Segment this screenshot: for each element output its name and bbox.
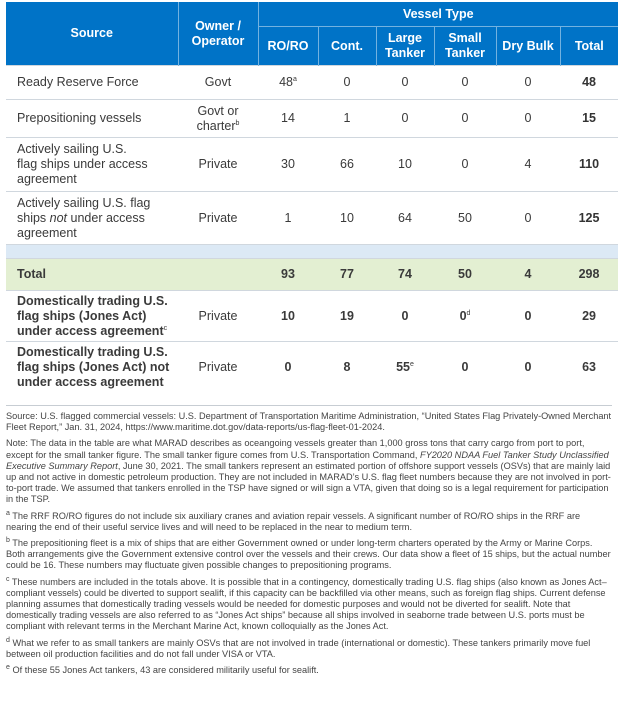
cell-total: 29	[560, 291, 618, 342]
cell-large-tanker: 64	[376, 192, 434, 245]
table-row	[6, 66, 618, 100]
cell-roro: 30	[258, 138, 318, 192]
header-vessel-type: Vessel Type	[258, 2, 618, 27]
footnote-mark: e	[410, 361, 414, 369]
cell-large-tanker: 55e	[376, 342, 434, 394]
cell-cont: 1	[318, 100, 376, 138]
cell-dry-bulk: 0	[496, 342, 560, 394]
source-note: Source: U.S. flagged commercial vessels: U.S. Department of Transportation Maritime Administration, “United States Flag Privately-Owned Merchant Fleet Report,” Jan. 31, 2024, https://www.maritime.dot.gov/data-reports/us-flag-fleet-01-2024.	[6, 405, 612, 433]
footnote-a: $^a$ The RRF RO/RO figures do not include six auxiliary cranes and aviation repair vessels. A significant number of RO/RO ships in the RRF are nearing the end of their useful service lives and will need to be replaced in the near to medium term.	[6, 509, 581, 532]
row-source: Domestically trading U.S. flag ships (Jones Act) under access agreement$^c$	[6, 291, 178, 342]
header-col-roro: RO/RO	[258, 27, 318, 66]
row-owner: Govt	[178, 66, 258, 100]
cell-dry-bulk: 4	[496, 138, 560, 192]
footnote-b: $^b$ The prepositioning fleet is a mix of ships that are either Government owned or under long-term charters operated by the Army or Marine Corps. Both arrangements give the Government extensive control over the vessels and their crews. Our data show a fleet of 15 ships, but the actual number could be 16. These numbers may fluctuate given possible changes to prepositioning programs.	[6, 536, 611, 571]
footnote-mark: d	[466, 309, 471, 317]
footnote-d: $^d$ What we refer to as small tankers are mainly OSVs that are not involved in trade (international or domestic). These tankers primarily move fuel between oil production facilities and do not fall under VISA or VTA.	[6, 636, 591, 659]
cell-cont: 77	[318, 259, 376, 291]
cell-dry-bulk: 4	[496, 259, 560, 291]
cell-total: 48	[560, 66, 618, 100]
header-col-dry-bulk: Dry Bulk	[496, 27, 560, 66]
header-owner-operator: Owner / Operator	[178, 2, 258, 66]
cell-large-tanker: 74	[376, 259, 434, 291]
table-row	[6, 342, 618, 394]
general-note: Note: The data in the table are what MARAD describes as oceangoing vessels greater than 1,000 gross tons that carry cargo from port to port, except for the small tanker figure. The small tanker figure comes from U.S. Transportation Command, FY2020 NDAA Fuel Tanker Study Unclassified Executive Summary Report, June 30, 2021. The small tankers represent an estimated portion of offshore support vessels (OSVs) that are mainly laid up and not active in domestic petroleum production. They are not included in MARAD’s U.S. flag fleet numbers because they are not involved in port-to-port trade. We assumed that tankers enrolled in the TSP have signed or will sign a VTA, given that doing so is a legal requirement for participation in the TSP.	[6, 438, 611, 505]
header-row-1	[6, 2, 618, 27]
cell-cont: 66	[318, 138, 376, 192]
cell-total: 125	[560, 192, 618, 245]
cell-small-tanker: 0	[434, 100, 496, 138]
table-row	[6, 291, 618, 342]
vessel-type-table	[6, 2, 618, 394]
spacer-row	[6, 245, 618, 259]
table-row	[6, 138, 618, 192]
header-col-large-tanker: Large Tanker	[376, 27, 434, 66]
cell-roro: 1	[258, 192, 318, 245]
row-source: Ready Reserve Force	[6, 66, 178, 100]
table-notes	[6, 405, 612, 681]
header-source: Source	[6, 2, 178, 66]
cell-cont: 8	[318, 342, 376, 394]
footnote-c: $^c$ These numbers are included in the totals above. It is possible that in a contingency, domestically trading U.S. flag ships (also known as Jones Act–compliant vessels) could be diverted to support sealift, if this capacity can be backfilled via other means, such as foreign flag ships. Current defense planning assumes that domestically trading vessels would be needed for domestic purposes and would not be diverted for sealift. Note that domestically trading vessels are also referred to as “Jones Act ships” because all ships involved in seaborne trade between U.S. ports must be compliant with relevant terms in the Merchant Marine Act, known colloquially as the Jones Act.	[6, 575, 607, 632]
total-label: Total	[6, 259, 178, 291]
cell-total: 298	[560, 259, 618, 291]
cell-roro: 0	[258, 342, 318, 394]
cell-small-tanker: 0	[434, 342, 496, 394]
row-owner: Private	[178, 291, 258, 342]
table-row	[6, 192, 618, 245]
cell-small-tanker: 0$^d$	[434, 291, 496, 342]
row-owner: Private	[178, 192, 258, 245]
cell-cont: 19	[318, 291, 376, 342]
cell-small-tanker: 50	[434, 259, 496, 291]
row-source: Actively sailing U.S. flag ships not under access agreement	[6, 192, 178, 245]
row-source: Actively sailing U.S. flag ships under access agreement	[6, 138, 178, 192]
header-col-cont: Cont.	[318, 27, 376, 66]
footnote-mark: c	[163, 324, 168, 332]
cell-roro: 14	[258, 100, 318, 138]
cell-roro: 93	[258, 259, 318, 291]
footnote-e: $^e$ Of these 55 Jones Act tankers, 43 are considered militarily useful for sealift.	[6, 664, 319, 676]
cell-dry-bulk: 0	[496, 291, 560, 342]
row-source: Prepositioning vessels	[6, 100, 178, 138]
footnote-mark: a	[293, 75, 297, 83]
cell-large-tanker: 0	[376, 66, 434, 100]
cell-total: 110	[560, 138, 618, 192]
row-owner: Private	[178, 138, 258, 192]
table-row	[6, 100, 618, 138]
total-row	[6, 259, 618, 291]
cell-small-tanker: 0	[434, 138, 496, 192]
cell-large-tanker: 0	[376, 100, 434, 138]
row-owner: Private	[178, 342, 258, 394]
row-source: Domestically trading U.S. flag ships (Jones Act) not under access agreement	[6, 342, 178, 394]
cell-dry-bulk: 0	[496, 192, 560, 245]
cell-dry-bulk: 0	[496, 66, 560, 100]
cell-total: 63	[560, 342, 618, 394]
cell-large-tanker: 0	[376, 291, 434, 342]
header-col-small-tanker: Small Tanker	[434, 27, 496, 66]
header-col-total: Total	[560, 27, 618, 66]
cell-large-tanker: 10	[376, 138, 434, 192]
cell-small-tanker: 50	[434, 192, 496, 245]
cell-dry-bulk: 0	[496, 100, 560, 138]
cell-cont: 0	[318, 66, 376, 100]
cell-cont: 10	[318, 192, 376, 245]
cell-total: 15	[560, 100, 618, 138]
row-owner: Govt or charter$^b$	[178, 100, 258, 138]
footnote-mark: b	[235, 119, 240, 127]
cell-small-tanker: 0	[434, 66, 496, 100]
cell-roro: 10	[258, 291, 318, 342]
cell-roro: 48$^a$	[258, 66, 318, 100]
